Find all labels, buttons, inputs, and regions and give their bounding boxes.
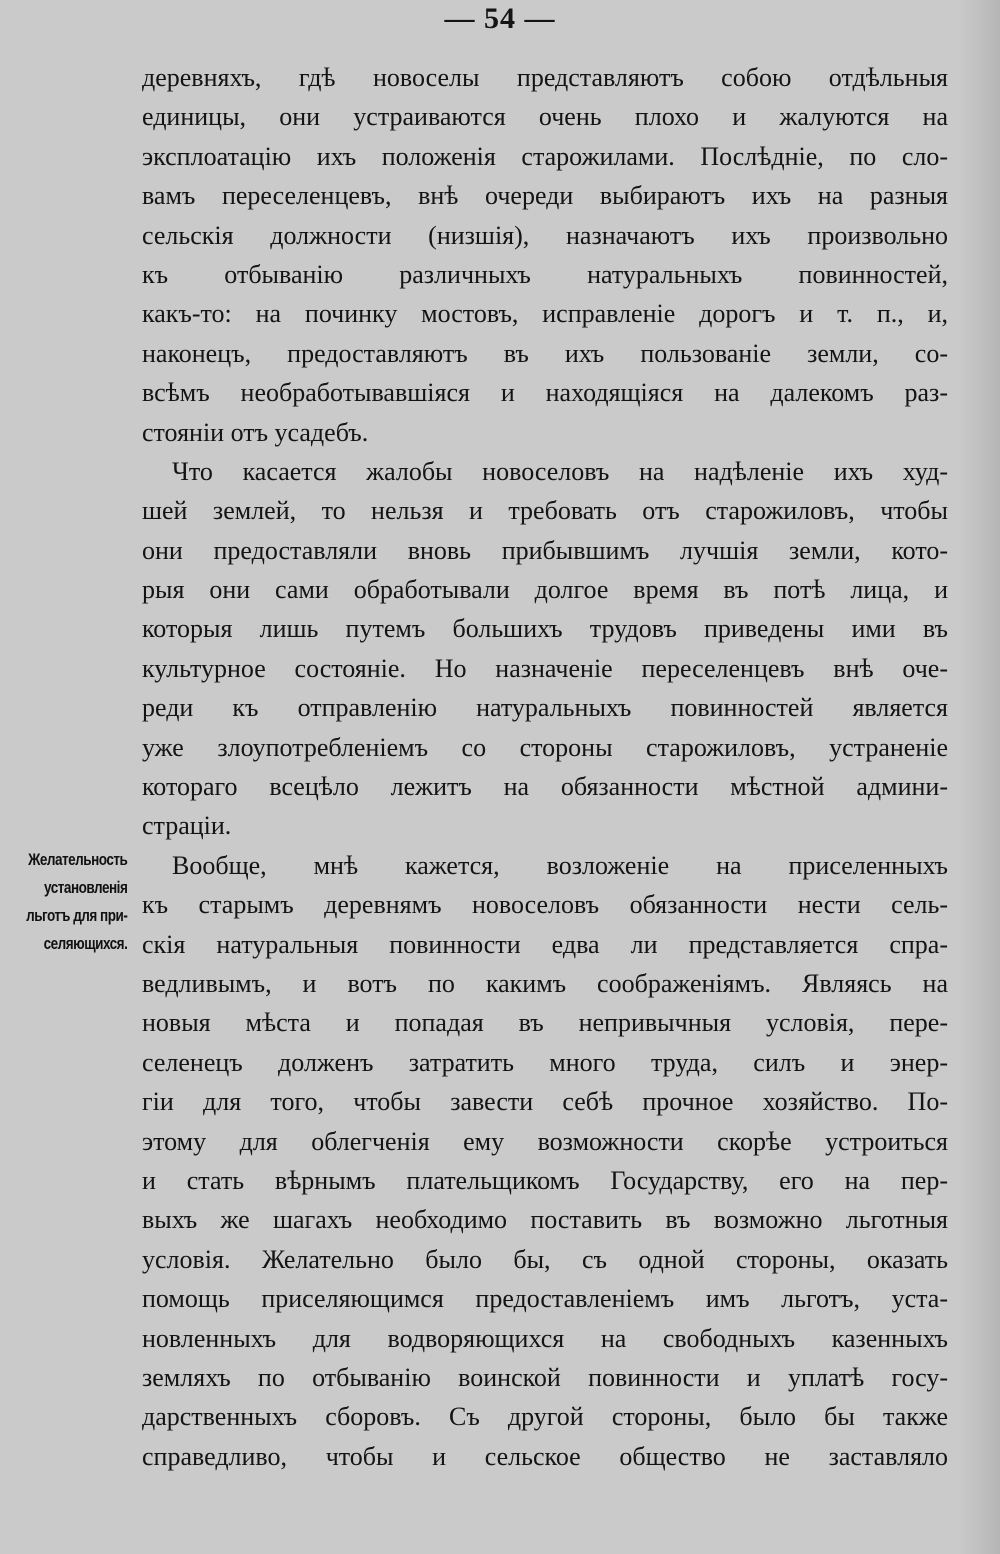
text-line: гіи для того, чтобы завести себѣ прочное хозяйство. По- bbox=[142, 1087, 948, 1117]
text-line: ведливымъ, и вотъ по какимъ соображеніямъ. Являясь на bbox=[142, 968, 948, 998]
text-line: они предоставляли вновь прибывшимъ лучшія земли, кото- bbox=[142, 535, 948, 565]
text-line: къ старымъ деревнямъ новоселовъ обязанности нести сель- bbox=[142, 890, 948, 920]
text-line: и стать вѣрнымъ плательщикомъ Государству, его на пер- bbox=[142, 1165, 948, 1195]
text-line: новыя мѣста и попадая въ непривычныя условія, пере- bbox=[142, 1008, 948, 1038]
margin-note-line: льготъ для при- bbox=[26, 907, 128, 925]
text-line: помощь приселяющимся предоставленіемъ имъ льготъ, уста- bbox=[142, 1284, 948, 1314]
margin-note-line: установленія bbox=[44, 879, 128, 897]
text-line: уже злоупотребленіемъ со стороны старожиловъ, устраненіе bbox=[142, 732, 948, 762]
text-line: деревняхъ, гдѣ новоселы представляютъ собою отдѣльныя bbox=[142, 63, 948, 92]
text-line: эксплоатацію ихъ положенія старожилами. Послѣдніе, по сло- bbox=[142, 141, 948, 171]
text-line: справедливо, чтобы и сельское общество не заставляло bbox=[142, 1441, 948, 1471]
text-line: наконецъ, предоставляютъ въ ихъ пользованіе земли, со- bbox=[142, 338, 948, 368]
text-line: стояніи отъ усадебъ. bbox=[142, 417, 369, 447]
margin-note-line: селяющихся. bbox=[43, 935, 128, 953]
text-line: дарственныхъ сборовъ. Съ другой стороны, было бы также bbox=[142, 1402, 948, 1432]
text-line: шей землей, то нельзя и требовать отъ старожиловъ, чтобы bbox=[142, 496, 948, 526]
text-line: къ отбыванію различныхъ натуральныхъ повинностей, bbox=[142, 259, 948, 289]
text-line: которыя лишь путемъ большихъ трудовъ приведены ими въ bbox=[142, 614, 948, 644]
text-line: Вообще, мнѣ кажется, возложеніе на приселенныхъ bbox=[172, 850, 948, 880]
page-number: — 54 — bbox=[444, 2, 556, 35]
text-line: страціи. bbox=[142, 811, 232, 841]
text-line: реди къ отправленію натуральныхъ повинностей является bbox=[142, 693, 948, 723]
page-gutter-shadow bbox=[958, 0, 1000, 1554]
text-line: условія. Желательно было бы, съ одной стороны, оказать bbox=[142, 1244, 948, 1274]
text-line: всѣмъ необработывавшіяся и находящіяся на далекомъ раз- bbox=[142, 378, 948, 408]
margin-note bbox=[6, 846, 128, 958]
paragraph-2 bbox=[142, 452, 948, 846]
text-line: Что касается жалобы новоселовъ на надѣленіе ихъ худ- bbox=[172, 456, 948, 486]
paragraph-3 bbox=[142, 846, 948, 1476]
text-line: какъ-то: на починку мостовъ, исправленіе дорогъ и т. п., и, bbox=[142, 299, 948, 329]
text-line: вамъ переселенцевъ, внѣ очереди выбираютъ ихъ на разныя bbox=[142, 181, 948, 211]
body-text bbox=[142, 58, 948, 1476]
text-line: котораго всецѣло лежитъ на обязанности мѣстной админи- bbox=[142, 772, 948, 802]
text-line: земляхъ по отбыванію воинской повинности и уплатѣ госу- bbox=[142, 1362, 948, 1392]
text-line: выхъ же шагахъ необходимо поставить въ возможно льготныя bbox=[142, 1205, 948, 1235]
margin-note-line: Желательность bbox=[28, 851, 128, 869]
text-line: рыя они сами обработывали долгое время въ потѣ лица, и bbox=[142, 575, 948, 605]
text-line: скія натуральныя повинности едва ли представляется спра- bbox=[142, 929, 948, 959]
text-line: культурное состояніе. Но назначеніе переселенцевъ внѣ оче- bbox=[142, 653, 948, 683]
text-line: единицы, они устраиваются очень плохо и жалуются на bbox=[142, 102, 948, 132]
text-line: этому для облегченія ему возможности скорѣе устроиться bbox=[142, 1126, 948, 1156]
text-line: селенецъ долженъ затратить много труда, силъ и энер- bbox=[142, 1047, 948, 1077]
text-line: новленныхъ для водворяющихся на свободныхъ казенныхъ bbox=[142, 1323, 948, 1353]
paragraph-1 bbox=[142, 58, 948, 452]
text-line: сельскія должности (низшія), назначаютъ ихъ произвольно bbox=[142, 220, 948, 250]
